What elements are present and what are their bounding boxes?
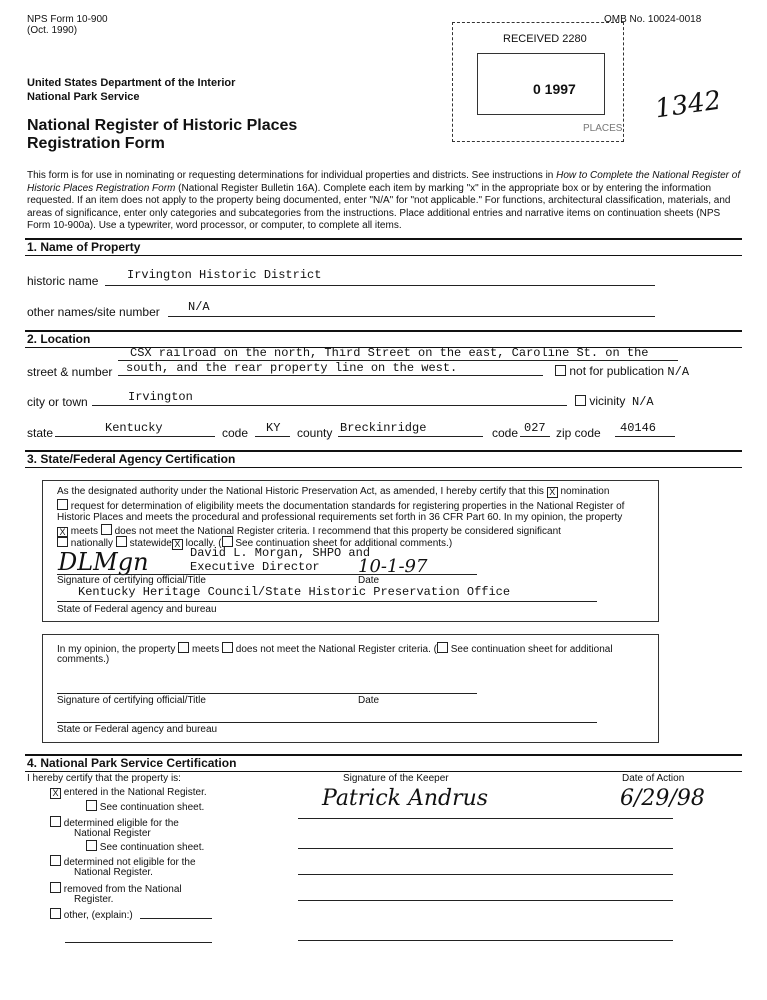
section-4-header: 4. National Park Service Certification bbox=[25, 754, 742, 772]
department: United States Department of the Interior bbox=[27, 77, 236, 89]
county-code-label: code bbox=[492, 426, 519, 440]
street-line-1[interactable]: CSX railroad on the north, Third Street on the east, Caroline St. on the bbox=[130, 346, 649, 360]
city-label: city or town bbox=[27, 395, 88, 409]
cert-line-1: As the designated authority under the National Historic Preservation Act, as amended, I hereby certify that this X nomination bbox=[57, 486, 610, 497]
form-title: National Register of Historic Places bbox=[27, 117, 298, 134]
signature-label: Signature of certifying official/Title bbox=[57, 575, 206, 586]
cert-line-2: request for determination of eligibility meets the documentation standards for registering properties in the National Register of bbox=[57, 499, 624, 512]
agency-field: Kentucky Heritage Council/State Historic Preservation Office bbox=[78, 585, 511, 599]
county-label: county bbox=[297, 426, 333, 440]
other-names-label: other names/site number bbox=[27, 305, 160, 319]
official-title: Executive Director bbox=[190, 560, 320, 574]
agency-label: State of Federal agency and bureau bbox=[57, 604, 217, 615]
option-eligible-continuation[interactable]: See continuation sheet. bbox=[86, 840, 204, 853]
county-code-field[interactable]: 027 bbox=[524, 421, 546, 435]
action-date: 6/29/98 bbox=[620, 786, 705, 811]
option-removed[interactable]: removed from the National bbox=[50, 882, 182, 895]
state-code-label: code bbox=[222, 426, 249, 440]
certification-date: 10-1-97 bbox=[358, 556, 428, 577]
street-label: street & number bbox=[27, 365, 113, 379]
section-1-header: 1. Name of Property bbox=[25, 238, 742, 256]
cert-line-3: Historic Places and meets the procedural and professional requirements set forth in 36 CFR Part 60. In my opinion, the property bbox=[57, 512, 623, 523]
keeper-signature: Patrick Andrus bbox=[322, 786, 489, 811]
state-label: state bbox=[27, 426, 54, 440]
date-label: Date bbox=[358, 575, 380, 586]
state-code-field[interactable]: KY bbox=[266, 421, 281, 435]
reference-number: 1342 bbox=[653, 85, 723, 125]
signature-label-2: Signature of certifying official/Title bbox=[57, 695, 206, 706]
section-3-header: 3. State/Federal Agency Certification bbox=[25, 450, 742, 468]
date-label-2: Date bbox=[358, 695, 380, 706]
cert-line-5: nationally statewide X locally. ( See continuation sheet for additional comments.) bbox=[57, 536, 452, 550]
state-field[interactable]: Kentucky bbox=[105, 421, 163, 435]
opinion-line: In my opinion, the property meets does not meet the National Register criteria. ( See continuation sheet for additional bbox=[57, 644, 613, 655]
stamp-places: PLACES bbox=[583, 123, 623, 134]
option-eligible[interactable]: determined eligible for the bbox=[50, 816, 179, 829]
keeper-label: Signature of the Keeper bbox=[343, 773, 449, 784]
service: National Park Service bbox=[27, 91, 140, 103]
not-for-publication[interactable]: not for publication N/A bbox=[555, 364, 689, 379]
form-date: (Oct. 1990) bbox=[27, 25, 78, 36]
option-entered[interactable]: X entered in the National Register. bbox=[50, 787, 207, 799]
historic-name-field[interactable]: Irvington Historic District bbox=[127, 268, 322, 282]
certifying-signature: DLMgn bbox=[58, 548, 149, 576]
option-eligible-2: National Register bbox=[74, 828, 151, 839]
historic-name-label: historic name bbox=[27, 274, 99, 288]
official-name: David L. Morgan, SHPO and bbox=[190, 546, 371, 560]
certify-label: I hereby certify that the property is: bbox=[27, 773, 181, 784]
street-line-2[interactable]: south, and the rear property line on the west. bbox=[126, 361, 458, 375]
form-number: NPS Form 10-900 bbox=[27, 14, 108, 25]
section-2-header: 2. Location bbox=[25, 330, 742, 348]
agency-label-2: State or Federal agency and bureau bbox=[57, 724, 218, 735]
option-other[interactable]: other, (explain:) bbox=[50, 908, 133, 921]
vicinity-checkbox[interactable]: vicinity N/A bbox=[575, 394, 654, 409]
option-not-eligible[interactable]: determined not eligible for the bbox=[50, 855, 196, 868]
zip-label: zip code bbox=[556, 426, 601, 440]
cert-line-4: X meets does not meet the National Register criteria. I recommend that this property be considered significant bbox=[57, 524, 561, 538]
instructions: This form is for use in nominating or requesting determinations for individual properties and districts. See instructions in How to Complete the National Register of Historic Places Registration Form (National Register Bulletin 16A). Complete each item by marking "x" in the appropriate box or by entering the information requested. If an item does not apply to the property being documented, enter "N/A" for "not applicable." For functions, architectural classification, materials, and areas of significance, enter only categories and subcategories from the instructions. Place additional entries and narrative items on continuation sheets (NPS Form 10-900a). Use a typewriter, word processor, or computer, to complete all items. bbox=[27, 170, 741, 231]
stamp-received: RECEIVED 2280 bbox=[503, 33, 587, 45]
omb-number: OMB No. 10024-0018 bbox=[604, 14, 702, 25]
action-date-label: Date of Action bbox=[622, 773, 685, 784]
received-stamp bbox=[452, 22, 624, 142]
city-field[interactable]: Irvington bbox=[128, 390, 193, 404]
zip-field[interactable]: 40146 bbox=[620, 421, 657, 435]
form-subtitle: Registration Form bbox=[27, 135, 165, 152]
stamp-date: 0 1997 bbox=[533, 81, 576, 97]
other-names-field[interactable]: N/A bbox=[188, 300, 210, 314]
opinion-comments: comments.) bbox=[57, 654, 110, 665]
county-field[interactable]: Breckinridge bbox=[340, 421, 427, 435]
option-removed-2: Register. bbox=[74, 894, 114, 905]
option-entered-continuation[interactable]: See continuation sheet. bbox=[86, 800, 204, 813]
option-not-eligible-2: National Register. bbox=[74, 867, 153, 878]
